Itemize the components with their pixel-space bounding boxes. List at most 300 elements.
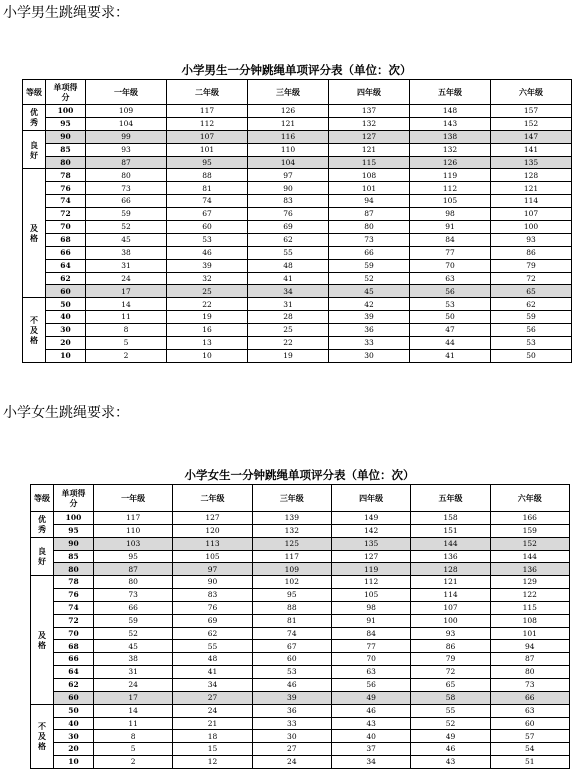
table-row — [31, 589, 570, 602]
table-row — [31, 743, 570, 756]
value-cell: 110 — [248, 143, 329, 156]
value-cell: 50 — [491, 349, 572, 362]
value-cell: 63 — [490, 704, 569, 717]
table-row — [31, 691, 570, 704]
value-cell: 57 — [490, 730, 569, 743]
value-cell: 11 — [86, 311, 167, 324]
value-cell: 128 — [411, 563, 490, 576]
table-row — [31, 678, 570, 691]
value-cell: 34 — [173, 678, 252, 691]
value-cell: 31 — [248, 298, 329, 311]
value-cell: 98 — [410, 208, 491, 221]
value-cell: 56 — [331, 678, 410, 691]
table-row — [23, 324, 572, 337]
value-cell: 37 — [331, 743, 410, 756]
value-cell: 46 — [252, 678, 331, 691]
value-cell: 88 — [167, 169, 248, 182]
points-cell: 60 — [54, 691, 94, 704]
value-cell: 116 — [248, 130, 329, 143]
value-cell: 159 — [490, 524, 569, 537]
value-cell: 128 — [491, 169, 572, 182]
value-cell: 107 — [167, 130, 248, 143]
value-cell: 22 — [248, 337, 329, 350]
points-cell: 50 — [54, 704, 94, 717]
table-row — [23, 156, 572, 169]
value-cell: 114 — [491, 195, 572, 208]
table-row — [23, 285, 572, 298]
value-cell: 81 — [252, 614, 331, 627]
value-cell: 107 — [411, 601, 490, 614]
value-cell: 63 — [331, 666, 410, 679]
boys-score-table — [22, 79, 572, 363]
value-cell: 76 — [248, 208, 329, 221]
table-row — [31, 563, 570, 576]
value-cell: 113 — [173, 537, 252, 550]
points-cell: 90 — [54, 537, 94, 550]
value-cell: 36 — [329, 324, 410, 337]
value-cell: 122 — [490, 589, 569, 602]
value-cell: 127 — [173, 512, 252, 525]
points-cell: 60 — [46, 285, 86, 298]
value-cell: 99 — [86, 130, 167, 143]
value-cell: 107 — [491, 208, 572, 221]
value-cell: 53 — [491, 337, 572, 350]
value-cell: 108 — [490, 614, 569, 627]
value-cell: 22 — [167, 298, 248, 311]
header-year: 六年级 — [491, 80, 572, 105]
value-cell: 70 — [410, 259, 491, 272]
value-cell: 5 — [94, 743, 173, 756]
value-cell: 12 — [173, 756, 252, 769]
value-cell: 104 — [86, 117, 167, 130]
value-cell: 25 — [167, 285, 248, 298]
table-row — [23, 311, 572, 324]
value-cell: 100 — [411, 614, 490, 627]
value-cell: 117 — [94, 512, 173, 525]
value-cell: 49 — [411, 730, 490, 743]
table-row — [23, 105, 572, 118]
value-cell: 114 — [411, 589, 490, 602]
points-cell: 72 — [46, 208, 86, 221]
value-cell: 86 — [411, 640, 490, 653]
value-cell: 5 — [86, 337, 167, 350]
grade-cell: 不及格 — [23, 298, 46, 362]
points-cell: 64 — [46, 259, 86, 272]
value-cell: 69 — [173, 614, 252, 627]
value-cell: 121 — [411, 576, 490, 589]
grade-cell: 及格 — [23, 169, 46, 298]
value-cell: 104 — [248, 156, 329, 169]
value-cell: 13 — [167, 337, 248, 350]
value-cell: 53 — [252, 666, 331, 679]
girls-table-title: 小学女生一分钟跳绳单项评分表（单位：次） — [184, 468, 415, 482]
value-cell: 24 — [86, 272, 167, 285]
value-cell: 53 — [410, 298, 491, 311]
value-cell: 66 — [490, 691, 569, 704]
value-cell: 126 — [248, 105, 329, 118]
value-cell: 30 — [329, 349, 410, 362]
table-row — [31, 704, 570, 717]
value-cell: 19 — [248, 349, 329, 362]
points-cell: 70 — [46, 221, 86, 234]
value-cell: 36 — [252, 704, 331, 717]
value-cell: 60 — [252, 653, 331, 666]
value-cell: 39 — [329, 311, 410, 324]
value-cell: 48 — [173, 653, 252, 666]
table-row — [31, 524, 570, 537]
value-cell: 101 — [490, 627, 569, 640]
points-cell: 62 — [46, 272, 86, 285]
value-cell: 8 — [94, 730, 173, 743]
table-row — [31, 756, 570, 769]
value-cell: 73 — [329, 233, 410, 246]
value-cell: 52 — [94, 627, 173, 640]
value-cell: 11 — [94, 717, 173, 730]
value-cell: 39 — [167, 259, 248, 272]
value-cell: 101 — [167, 143, 248, 156]
value-cell: 40 — [331, 730, 410, 743]
value-cell: 15 — [173, 743, 252, 756]
value-cell: 87 — [490, 653, 569, 666]
value-cell: 87 — [329, 208, 410, 221]
points-cell: 64 — [54, 666, 94, 679]
value-cell: 42 — [329, 298, 410, 311]
value-cell: 24 — [252, 756, 331, 769]
value-cell: 46 — [331, 704, 410, 717]
header-grade: 等级 — [31, 485, 54, 512]
value-cell: 19 — [167, 311, 248, 324]
value-cell: 52 — [329, 272, 410, 285]
points-cell: 40 — [46, 311, 86, 324]
table-row — [31, 537, 570, 550]
value-cell: 86 — [491, 246, 572, 259]
value-cell: 148 — [410, 105, 491, 118]
value-cell: 72 — [491, 272, 572, 285]
girls-heading: 小学女生跳绳要求： — [3, 405, 129, 421]
value-cell: 83 — [248, 195, 329, 208]
value-cell: 121 — [329, 143, 410, 156]
points-cell: 30 — [54, 730, 94, 743]
value-cell: 55 — [248, 246, 329, 259]
value-cell: 66 — [94, 601, 173, 614]
value-cell: 141 — [491, 143, 572, 156]
value-cell: 52 — [411, 717, 490, 730]
value-cell: 59 — [86, 208, 167, 221]
header-points: 单项得分 — [46, 80, 86, 105]
value-cell: 132 — [252, 524, 331, 537]
value-cell: 93 — [411, 627, 490, 640]
table-row — [23, 208, 572, 221]
table-row — [31, 666, 570, 679]
value-cell: 105 — [331, 589, 410, 602]
value-cell: 127 — [329, 130, 410, 143]
table-row — [31, 730, 570, 743]
points-cell: 10 — [46, 349, 86, 362]
value-cell: 112 — [167, 117, 248, 130]
value-cell: 132 — [410, 143, 491, 156]
value-cell: 91 — [410, 221, 491, 234]
value-cell: 56 — [410, 285, 491, 298]
header-year: 一年级 — [86, 80, 167, 105]
value-cell: 38 — [86, 246, 167, 259]
points-cell: 20 — [46, 337, 86, 350]
grade-cell: 优秀 — [31, 512, 54, 538]
table-row — [31, 576, 570, 589]
value-cell: 147 — [491, 130, 572, 143]
table-header-row — [31, 485, 570, 512]
value-cell: 2 — [94, 756, 173, 769]
points-cell: 85 — [54, 550, 94, 563]
value-cell: 30 — [252, 730, 331, 743]
value-cell: 105 — [173, 550, 252, 563]
value-cell: 16 — [167, 324, 248, 337]
value-cell: 119 — [331, 563, 410, 576]
table-row — [23, 195, 572, 208]
points-cell: 40 — [54, 717, 94, 730]
value-cell: 87 — [86, 156, 167, 169]
points-cell: 74 — [54, 601, 94, 614]
value-cell: 79 — [491, 259, 572, 272]
value-cell: 88 — [252, 601, 331, 614]
grade-cell: 优秀 — [23, 105, 46, 131]
value-cell: 90 — [248, 182, 329, 195]
value-cell: 41 — [173, 666, 252, 679]
value-cell: 90 — [173, 576, 252, 589]
value-cell: 135 — [491, 156, 572, 169]
header-year: 六年级 — [490, 485, 569, 512]
table-row — [23, 233, 572, 246]
points-cell: 74 — [46, 195, 86, 208]
points-cell: 50 — [46, 298, 86, 311]
points-cell: 68 — [46, 233, 86, 246]
value-cell: 93 — [491, 233, 572, 246]
value-cell: 144 — [490, 550, 569, 563]
points-cell: 78 — [46, 169, 86, 182]
points-cell: 80 — [54, 563, 94, 576]
value-cell: 39 — [252, 691, 331, 704]
table-row — [23, 182, 572, 195]
value-cell: 72 — [411, 666, 490, 679]
table-row — [31, 717, 570, 730]
value-cell: 44 — [410, 337, 491, 350]
value-cell: 67 — [167, 208, 248, 221]
value-cell: 41 — [410, 349, 491, 362]
value-cell: 115 — [490, 601, 569, 614]
points-cell: 95 — [54, 524, 94, 537]
value-cell: 109 — [86, 105, 167, 118]
value-cell: 58 — [411, 691, 490, 704]
points-cell: 10 — [54, 756, 94, 769]
value-cell: 87 — [94, 563, 173, 576]
value-cell: 62 — [173, 627, 252, 640]
table-row — [23, 246, 572, 259]
value-cell: 65 — [411, 678, 490, 691]
value-cell: 34 — [248, 285, 329, 298]
value-cell: 67 — [252, 640, 331, 653]
value-cell: 69 — [248, 221, 329, 234]
value-cell: 81 — [167, 182, 248, 195]
value-cell: 55 — [173, 640, 252, 653]
header-year: 四年级 — [331, 485, 410, 512]
table-row — [31, 601, 570, 614]
value-cell: 73 — [490, 678, 569, 691]
grade-cell: 良好 — [31, 537, 54, 576]
table-row — [31, 627, 570, 640]
table-row — [23, 272, 572, 285]
value-cell: 117 — [167, 105, 248, 118]
grade-cell: 不及格 — [31, 704, 54, 768]
value-cell: 136 — [411, 550, 490, 563]
value-cell: 65 — [491, 285, 572, 298]
value-cell: 137 — [329, 105, 410, 118]
table-row — [23, 221, 572, 234]
value-cell: 151 — [411, 524, 490, 537]
value-cell: 102 — [252, 576, 331, 589]
value-cell: 17 — [86, 285, 167, 298]
header-year: 四年级 — [329, 80, 410, 105]
points-cell: 72 — [54, 614, 94, 627]
value-cell: 47 — [410, 324, 491, 337]
value-cell: 59 — [329, 259, 410, 272]
value-cell: 103 — [94, 537, 173, 550]
points-cell: 80 — [46, 156, 86, 169]
value-cell: 31 — [86, 259, 167, 272]
value-cell: 45 — [86, 233, 167, 246]
value-cell: 84 — [410, 233, 491, 246]
value-cell: 166 — [490, 512, 569, 525]
points-cell: 76 — [54, 589, 94, 602]
header-year: 三年级 — [248, 80, 329, 105]
value-cell: 80 — [86, 169, 167, 182]
value-cell: 91 — [331, 614, 410, 627]
value-cell: 105 — [410, 195, 491, 208]
points-cell: 76 — [46, 182, 86, 195]
value-cell: 34 — [331, 756, 410, 769]
value-cell: 98 — [331, 601, 410, 614]
value-cell: 60 — [167, 221, 248, 234]
value-cell: 80 — [94, 576, 173, 589]
value-cell: 108 — [329, 169, 410, 182]
value-cell: 93 — [86, 143, 167, 156]
value-cell: 46 — [411, 743, 490, 756]
value-cell: 73 — [94, 589, 173, 602]
points-cell: 30 — [46, 324, 86, 337]
value-cell: 66 — [329, 246, 410, 259]
value-cell: 17 — [94, 691, 173, 704]
value-cell: 24 — [94, 678, 173, 691]
value-cell: 83 — [173, 589, 252, 602]
value-cell: 10 — [167, 349, 248, 362]
value-cell: 138 — [410, 130, 491, 143]
table-row — [31, 550, 570, 563]
value-cell: 77 — [331, 640, 410, 653]
value-cell: 110 — [94, 524, 173, 537]
value-cell: 100 — [491, 221, 572, 234]
value-cell: 21 — [173, 717, 252, 730]
value-cell: 157 — [491, 105, 572, 118]
value-cell: 158 — [411, 512, 490, 525]
table-row — [23, 117, 572, 130]
value-cell: 27 — [252, 743, 331, 756]
value-cell: 112 — [410, 182, 491, 195]
value-cell: 51 — [490, 756, 569, 769]
value-cell: 120 — [173, 524, 252, 537]
points-cell: 100 — [54, 512, 94, 525]
table-row — [23, 337, 572, 350]
table-row — [31, 512, 570, 525]
header-year: 二年级 — [173, 485, 252, 512]
value-cell: 50 — [410, 311, 491, 324]
table-row — [31, 640, 570, 653]
value-cell: 62 — [491, 298, 572, 311]
value-cell: 38 — [94, 653, 173, 666]
table-row — [23, 130, 572, 143]
value-cell: 139 — [252, 512, 331, 525]
boys-table-title: 小学男生一分钟跳绳单项评分表（单位：次） — [181, 63, 412, 77]
value-cell: 144 — [411, 537, 490, 550]
value-cell: 49 — [331, 691, 410, 704]
value-cell: 43 — [331, 717, 410, 730]
value-cell: 94 — [490, 640, 569, 653]
value-cell: 43 — [411, 756, 490, 769]
value-cell: 74 — [167, 195, 248, 208]
value-cell: 28 — [248, 311, 329, 324]
value-cell: 73 — [86, 182, 167, 195]
value-cell: 80 — [329, 221, 410, 234]
value-cell: 32 — [167, 272, 248, 285]
value-cell: 77 — [410, 246, 491, 259]
points-cell: 78 — [54, 576, 94, 589]
points-cell: 66 — [54, 653, 94, 666]
value-cell: 63 — [410, 272, 491, 285]
header-year: 五年级 — [411, 485, 490, 512]
table-row — [23, 143, 572, 156]
points-cell: 100 — [46, 105, 86, 118]
value-cell: 109 — [252, 563, 331, 576]
value-cell: 135 — [331, 537, 410, 550]
header-grade: 等级 — [23, 80, 46, 105]
header-year: 二年级 — [167, 80, 248, 105]
value-cell: 48 — [248, 259, 329, 272]
grade-cell: 及格 — [31, 576, 54, 704]
value-cell: 121 — [248, 117, 329, 130]
value-cell: 76 — [173, 601, 252, 614]
value-cell: 18 — [173, 730, 252, 743]
table-row — [31, 614, 570, 627]
value-cell: 152 — [490, 537, 569, 550]
value-cell: 14 — [94, 704, 173, 717]
value-cell: 95 — [167, 156, 248, 169]
points-cell: 68 — [54, 640, 94, 653]
table-row — [31, 653, 570, 666]
table-row — [23, 298, 572, 311]
table-row — [23, 259, 572, 272]
points-cell: 85 — [46, 143, 86, 156]
value-cell: 31 — [94, 666, 173, 679]
header-year: 一年级 — [94, 485, 173, 512]
value-cell: 126 — [410, 156, 491, 169]
value-cell: 127 — [331, 550, 410, 563]
girls-score-table — [30, 484, 570, 769]
boys-heading: 小学男生跳绳要求： — [3, 5, 129, 21]
value-cell: 84 — [331, 627, 410, 640]
points-cell: 70 — [54, 627, 94, 640]
value-cell: 45 — [94, 640, 173, 653]
value-cell: 101 — [329, 182, 410, 195]
value-cell: 95 — [94, 550, 173, 563]
value-cell: 129 — [490, 576, 569, 589]
points-cell: 90 — [46, 130, 86, 143]
